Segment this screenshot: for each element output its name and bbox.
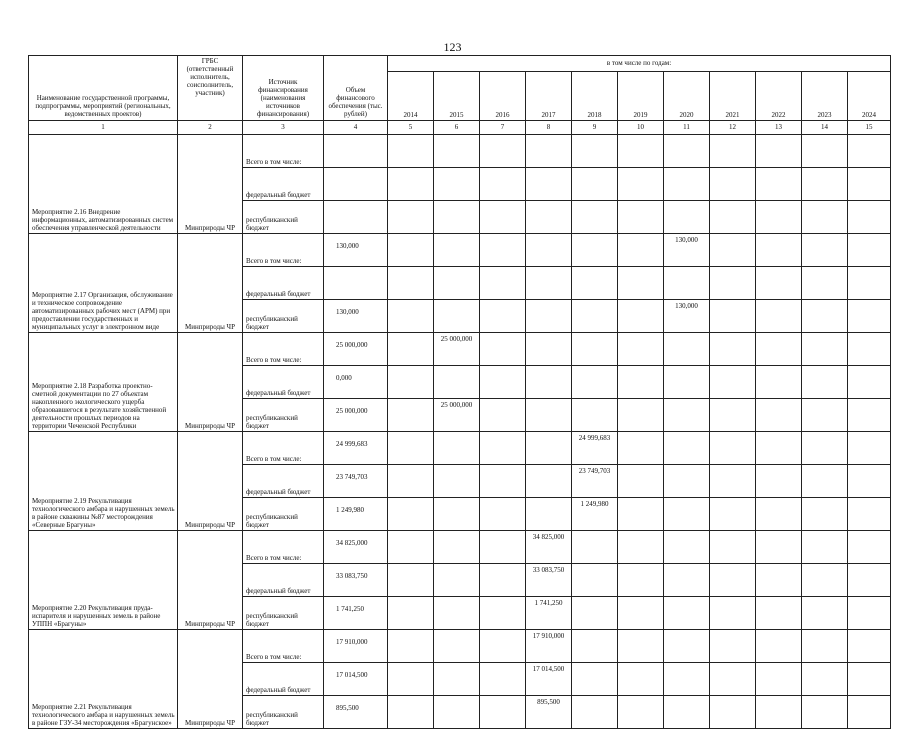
header-funding-source: Источник финансирования (наименования источников финансирования) [243, 56, 324, 121]
funding-year-value [388, 630, 434, 663]
header-program-name: Наименование государственной программы, подпрограммы, мероприятий (региональных, ведомственных проектов) [29, 56, 178, 121]
header-year: 2021 [710, 72, 756, 121]
funding-year-value [802, 267, 848, 300]
funding-year-value [618, 564, 664, 597]
measure-grbs: Минприроды ЧР [178, 333, 243, 432]
header-year: 2020 [664, 72, 710, 121]
funding-source: Всего в том числе: [243, 333, 324, 366]
funding-year-value [710, 564, 756, 597]
funding-year-value [618, 597, 664, 630]
column-number: 5 [388, 121, 434, 135]
funding-year-value [434, 465, 480, 498]
funding-year-value [618, 234, 664, 267]
funding-year-value [710, 465, 756, 498]
funding-total [324, 201, 388, 234]
funding-source: федеральный бюджет [243, 168, 324, 201]
funding-year-value [710, 432, 756, 465]
funding-year-value [802, 366, 848, 399]
funding-year-value [802, 663, 848, 696]
funding-total: 0,000 [324, 366, 388, 399]
funding-source: Всего в том числе: [243, 630, 324, 663]
funding-year-value [802, 498, 848, 531]
funding-year-value [388, 366, 434, 399]
funding-year-value [526, 465, 572, 498]
funding-year-value [480, 135, 526, 168]
funding-year-value [756, 498, 802, 531]
funding-year-value [848, 531, 891, 564]
funding-year-value [848, 663, 891, 696]
funding-year-value [572, 399, 618, 432]
funding-year-value [526, 234, 572, 267]
funding-year-value [802, 234, 848, 267]
column-number: 11 [664, 121, 710, 135]
funding-year-value: 34 825,000 [526, 531, 572, 564]
funding-year-value [664, 498, 710, 531]
funding-year-value [526, 399, 572, 432]
funding-year-value [848, 267, 891, 300]
header-year: 2022 [756, 72, 802, 121]
funding-year-value [756, 201, 802, 234]
column-number: 3 [243, 121, 324, 135]
funding-source: республиканский бюджет [243, 498, 324, 531]
measure-grbs: Минприроды ЧР [178, 135, 243, 234]
funding-total: 24 999,683 [324, 432, 388, 465]
funding-year-value: 33 083,750 [526, 564, 572, 597]
funding-year-value [802, 531, 848, 564]
funding-year-value: 130,000 [664, 300, 710, 333]
funding-source: Всего в том числе: [243, 234, 324, 267]
funding-year-value [618, 465, 664, 498]
funding-year-value [664, 663, 710, 696]
funding-year-value [572, 663, 618, 696]
funding-year-value [480, 663, 526, 696]
funding-year-value [848, 234, 891, 267]
funding-year-value [434, 201, 480, 234]
budget-table [28, 55, 891, 729]
funding-year-value [664, 564, 710, 597]
funding-year-value [848, 432, 891, 465]
funding-year-value [802, 300, 848, 333]
header-years-span: в том числе по годам: [388, 56, 891, 72]
funding-year-value [802, 597, 848, 630]
funding-year-value [756, 300, 802, 333]
funding-year-value [480, 399, 526, 432]
funding-year-value [664, 696, 710, 729]
funding-year-value [434, 267, 480, 300]
funding-year-value [618, 366, 664, 399]
funding-source: республиканский бюджет [243, 201, 324, 234]
funding-year-value [480, 333, 526, 366]
funding-year-value [710, 597, 756, 630]
funding-source: республиканский бюджет [243, 696, 324, 729]
funding-total: 25 000,000 [324, 333, 388, 366]
funding-total: 17 014,500 [324, 663, 388, 696]
funding-year-value [388, 564, 434, 597]
funding-year-value [710, 267, 756, 300]
column-number: 8 [526, 121, 572, 135]
funding-year-value [802, 333, 848, 366]
funding-total: 895,500 [324, 696, 388, 729]
funding-year-value [572, 135, 618, 168]
funding-year-value [480, 432, 526, 465]
funding-year-value [664, 366, 710, 399]
funding-year-value [388, 432, 434, 465]
funding-year-value [388, 399, 434, 432]
funding-total: 34 825,000 [324, 531, 388, 564]
funding-year-value: 130,000 [664, 234, 710, 267]
funding-year-value [480, 531, 526, 564]
funding-year-value [572, 366, 618, 399]
funding-year-value [572, 333, 618, 366]
funding-total: 130,000 [324, 234, 388, 267]
funding-year-value [756, 135, 802, 168]
column-number: 7 [480, 121, 526, 135]
funding-year-value [480, 597, 526, 630]
funding-year-value [710, 531, 756, 564]
funding-total [324, 267, 388, 300]
column-number: 10 [618, 121, 664, 135]
column-number: 9 [572, 121, 618, 135]
funding-year-value [388, 267, 434, 300]
column-number: 4 [324, 121, 388, 135]
funding-year-value [756, 531, 802, 564]
funding-year-value [572, 168, 618, 201]
funding-source: республиканский бюджет [243, 399, 324, 432]
funding-year-value [388, 498, 434, 531]
column-number: 14 [802, 121, 848, 135]
funding-year-value [572, 564, 618, 597]
funding-year-value [480, 498, 526, 531]
funding-year-value [618, 531, 664, 564]
funding-year-value: 895,500 [526, 696, 572, 729]
funding-year-value [388, 333, 434, 366]
funding-year-value: 17 910,000 [526, 630, 572, 663]
funding-year-value [572, 234, 618, 267]
funding-year-value [526, 201, 572, 234]
funding-year-value [480, 366, 526, 399]
funding-year-value: 23 749,703 [572, 465, 618, 498]
funding-year-value [480, 564, 526, 597]
funding-year-value [434, 432, 480, 465]
funding-year-value [756, 267, 802, 300]
funding-year-value [572, 300, 618, 333]
funding-year-value: 1 741,250 [526, 597, 572, 630]
funding-year-value [572, 597, 618, 630]
funding-year-value [710, 300, 756, 333]
funding-year-value [434, 597, 480, 630]
funding-year-value [756, 564, 802, 597]
funding-year-value [848, 135, 891, 168]
funding-year-value [710, 630, 756, 663]
funding-year-value [664, 432, 710, 465]
funding-year-value: 24 999,683 [572, 432, 618, 465]
funding-year-value: 17 014,500 [526, 663, 572, 696]
funding-year-value [664, 201, 710, 234]
funding-year-value [480, 201, 526, 234]
funding-year-value [480, 234, 526, 267]
funding-year-value [848, 465, 891, 498]
funding-year-value [526, 498, 572, 531]
funding-total: 33 083,750 [324, 564, 388, 597]
funding-total: 1 741,250 [324, 597, 388, 630]
funding-year-value [572, 630, 618, 663]
funding-year-value: 1 249,980 [572, 498, 618, 531]
funding-year-value [756, 432, 802, 465]
funding-total: 25 000,000 [324, 399, 388, 432]
funding-year-value [526, 432, 572, 465]
funding-year-value [388, 168, 434, 201]
funding-source: федеральный бюджет [243, 663, 324, 696]
funding-year-value [802, 135, 848, 168]
funding-year-value [434, 564, 480, 597]
funding-source: Всего в том числе: [243, 432, 324, 465]
header-year: 2016 [480, 72, 526, 121]
funding-year-value [710, 399, 756, 432]
header-year: 2018 [572, 72, 618, 121]
funding-year-value [480, 630, 526, 663]
funding-year-value [618, 498, 664, 531]
table-row [29, 432, 891, 465]
funding-year-value [802, 432, 848, 465]
funding-year-value [618, 630, 664, 663]
header-grbs: ГРБС (ответственный исполнитель, соисполнитель, участник) [178, 56, 243, 121]
funding-year-value [434, 498, 480, 531]
funding-source: федеральный бюджет [243, 267, 324, 300]
funding-year-value [802, 399, 848, 432]
header-year: 2023 [802, 72, 848, 121]
funding-year-value [388, 234, 434, 267]
funding-year-value [388, 597, 434, 630]
funding-source: республиканский бюджет [243, 597, 324, 630]
funding-source: Всего в том числе: [243, 531, 324, 564]
funding-year-value [664, 531, 710, 564]
table-row [29, 135, 891, 168]
funding-source: Всего в том числе: [243, 135, 324, 168]
funding-year-value: 25 000,000 [434, 333, 480, 366]
funding-year-value [434, 168, 480, 201]
funding-year-value [710, 168, 756, 201]
funding-source: федеральный бюджет [243, 564, 324, 597]
funding-year-value [388, 300, 434, 333]
funding-year-value [618, 135, 664, 168]
measure-name: Мероприятие 2.21 Рекультивация технологического амбара и нарушенных земель в районе ГЗУ-34 месторождения «Брагунское» [29, 630, 178, 729]
funding-year-value [434, 135, 480, 168]
funding-year-value [848, 597, 891, 630]
funding-year-value [848, 630, 891, 663]
column-number: 15 [848, 121, 891, 135]
funding-year-value [480, 300, 526, 333]
funding-total: 130,000 [324, 300, 388, 333]
funding-year-value [618, 432, 664, 465]
funding-year-value [434, 663, 480, 696]
funding-year-value [526, 267, 572, 300]
measure-grbs: Минприроды ЧР [178, 432, 243, 531]
funding-year-value [572, 267, 618, 300]
funding-year-value [388, 663, 434, 696]
funding-year-value [526, 168, 572, 201]
funding-year-value [572, 201, 618, 234]
funding-year-value [388, 465, 434, 498]
column-number: 6 [434, 121, 480, 135]
measure-grbs: Минприроды ЧР [178, 630, 243, 729]
funding-year-value [802, 465, 848, 498]
funding-year-value [802, 201, 848, 234]
funding-year-value [848, 168, 891, 201]
funding-year-value: 25 000,000 [434, 399, 480, 432]
funding-year-value [618, 663, 664, 696]
funding-year-value [756, 465, 802, 498]
funding-year-value [434, 300, 480, 333]
funding-year-value [802, 564, 848, 597]
funding-year-value [434, 630, 480, 663]
funding-year-value [572, 696, 618, 729]
funding-year-value [526, 135, 572, 168]
column-number: 2 [178, 121, 243, 135]
table-row [29, 531, 891, 564]
column-number: 13 [756, 121, 802, 135]
funding-year-value [756, 696, 802, 729]
funding-total [324, 135, 388, 168]
funding-year-value [480, 465, 526, 498]
measure-name: Мероприятие 2.19 Рекультивация технологического амбара и нарушенных земель в районе скважины №87 месторождения «Северные Брагуны» [29, 432, 178, 531]
table-row [29, 630, 891, 663]
funding-source: республиканский бюджет [243, 300, 324, 333]
measure-name: Мероприятие 2.17 Организация, обслуживание и техническое сопровождение автоматизированных рабочих мест (АРМ) при предоставлении государственных и муниципальных услуг в электронном виде [29, 234, 178, 333]
funding-year-value [618, 267, 664, 300]
funding-year-value [848, 564, 891, 597]
funding-year-value [848, 696, 891, 729]
header-year: 2017 [526, 72, 572, 121]
funding-year-value [526, 366, 572, 399]
funding-year-value [434, 366, 480, 399]
funding-year-value [664, 267, 710, 300]
funding-year-value [848, 399, 891, 432]
funding-year-value [526, 333, 572, 366]
header-year: 2014 [388, 72, 434, 121]
funding-year-value [664, 333, 710, 366]
funding-year-value [848, 498, 891, 531]
funding-year-value [710, 366, 756, 399]
funding-year-value [664, 465, 710, 498]
funding-year-value [618, 168, 664, 201]
header-year: 2019 [618, 72, 664, 121]
funding-year-value [664, 399, 710, 432]
funding-year-value [434, 234, 480, 267]
page-number: 123 [443, 40, 462, 54]
funding-year-value [388, 201, 434, 234]
funding-total: 17 910,000 [324, 630, 388, 663]
table-row [29, 234, 891, 267]
funding-year-value [664, 597, 710, 630]
funding-year-value [480, 696, 526, 729]
funding-year-value [618, 300, 664, 333]
funding-year-value [802, 168, 848, 201]
header-funding-volume: Объем финансового обеспечения (тыс. рублей) [324, 56, 388, 121]
funding-year-value [848, 333, 891, 366]
funding-year-value [618, 333, 664, 366]
funding-year-value [848, 300, 891, 333]
funding-year-value [848, 201, 891, 234]
measure-name: Мероприятие 2.16 Внедрение информационных, автоматизированных систем обеспечения управленческой деятельности [29, 135, 178, 234]
funding-year-value [480, 168, 526, 201]
funding-year-value [526, 300, 572, 333]
funding-year-value [710, 498, 756, 531]
funding-year-value [756, 399, 802, 432]
funding-year-value [618, 696, 664, 729]
funding-year-value [434, 531, 480, 564]
funding-year-value [710, 234, 756, 267]
funding-year-value [664, 135, 710, 168]
funding-year-value [710, 663, 756, 696]
funding-year-value [710, 135, 756, 168]
funding-year-value [710, 201, 756, 234]
funding-year-value [388, 531, 434, 564]
measure-name: Мероприятие 2.20 Рекультивация пруда-испарителя и нарушенных земель в районе УППН «Брагуны» [29, 531, 178, 630]
funding-total: 23 749,703 [324, 465, 388, 498]
funding-source: федеральный бюджет [243, 465, 324, 498]
table-row [29, 333, 891, 366]
funding-year-value [848, 366, 891, 399]
funding-year-value [756, 168, 802, 201]
funding-year-value [434, 696, 480, 729]
funding-year-value [756, 597, 802, 630]
header-year: 2024 [848, 72, 891, 121]
funding-year-value [802, 696, 848, 729]
funding-year-value [802, 630, 848, 663]
funding-total: 1 249,980 [324, 498, 388, 531]
funding-year-value [664, 630, 710, 663]
funding-year-value [756, 333, 802, 366]
funding-year-value [710, 696, 756, 729]
funding-year-value [756, 366, 802, 399]
funding-year-value [664, 168, 710, 201]
header-year: 2015 [434, 72, 480, 121]
funding-year-value [618, 201, 664, 234]
funding-year-value [572, 531, 618, 564]
funding-year-value [756, 234, 802, 267]
measure-grbs: Минприроды ЧР [178, 531, 243, 630]
funding-source: федеральный бюджет [243, 366, 324, 399]
column-number: 1 [29, 121, 178, 135]
funding-year-value [480, 267, 526, 300]
funding-year-value [710, 333, 756, 366]
funding-year-value [388, 135, 434, 168]
funding-year-value [388, 696, 434, 729]
funding-year-value [756, 630, 802, 663]
funding-year-value [756, 663, 802, 696]
measure-name: Мероприятие 2.18 Разработка проектно-сметной документации по 27 объектам накопленного экологического ущерба образовавшегося в результате хозяйственной деятельности прошлых периодов на территории Чеченской Республики [29, 333, 178, 432]
column-number: 12 [710, 121, 756, 135]
funding-year-value [618, 399, 664, 432]
funding-total [324, 168, 388, 201]
measure-grbs: Минприроды ЧР [178, 234, 243, 333]
